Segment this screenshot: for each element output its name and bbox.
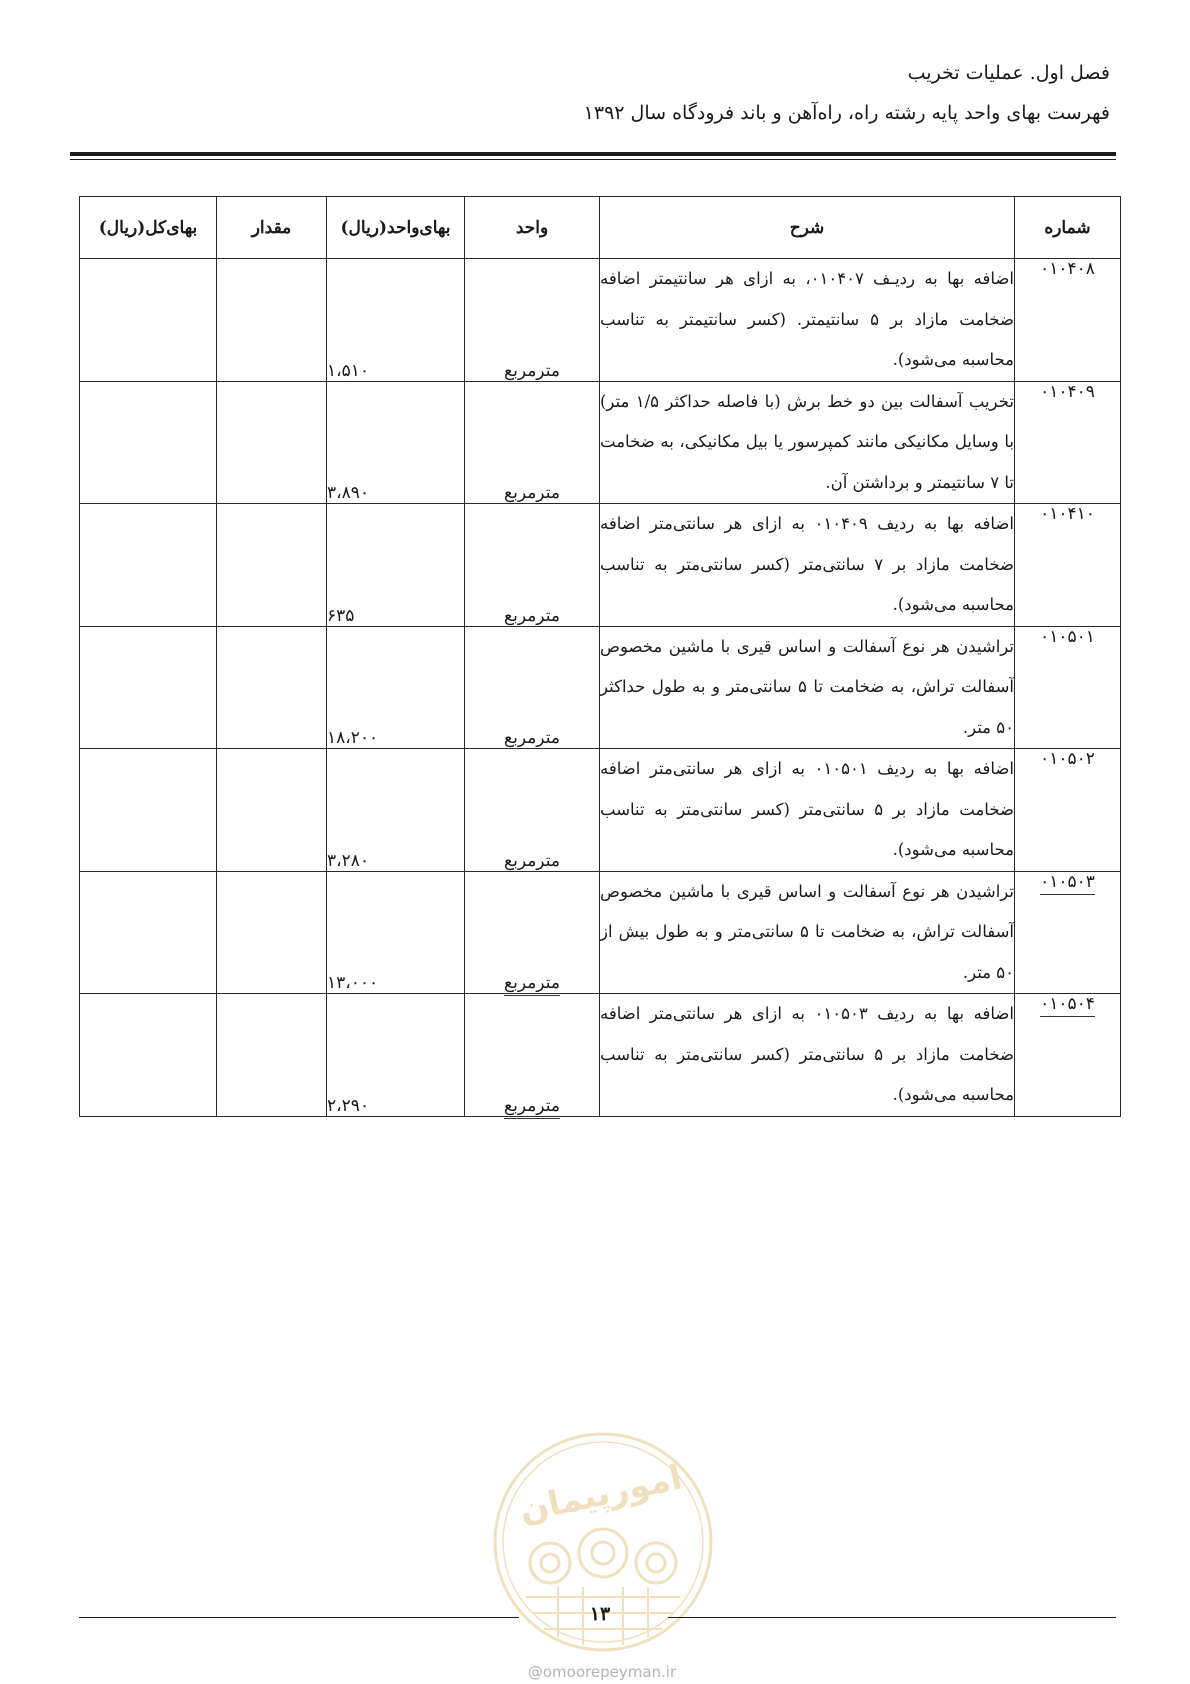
item-total-price — [80, 749, 217, 872]
item-description: اضافه بها به ردیف ۰۱۰۴۰۹ به ازای هر سانتی‌متر اضافه ضخامت مازاد بر ۷ سانتی‌متر (کسر سانتی‌متر به تناسب محاسبه می‌شود). — [600, 504, 1015, 627]
item-unit-label: مترمربع — [504, 850, 560, 871]
item-quantity — [217, 259, 327, 382]
item-unit — [465, 504, 600, 627]
item-number: ۰۱۰۴۱۰ — [1015, 504, 1121, 627]
item-number — [1015, 994, 1121, 1117]
header-unit-price: بهای‌واحد(ریال) — [327, 197, 465, 259]
chapter-title: فصل اول. عملیات تخریب — [907, 62, 1110, 84]
item-unit-label: مترمربع — [504, 973, 560, 996]
table-row — [80, 626, 1121, 749]
item-description: اضافه بها به ردیف ۰۱۰۵۰۱ به ازای هر سانتی‌متر اضافه ضخامت مازاد بر ۵ سانتی‌متر (کسر سانتی‌متر به تناسب محاسبه می‌شود). — [600, 749, 1015, 872]
item-total-price — [80, 504, 217, 627]
item-unit-price: ۱۳،۰۰۰ — [327, 871, 465, 994]
document-subtitle: فهرست بهای واحد پایه رشته راه، راه‌آهن و باند فرودگاه سال ۱۳۹۲ — [583, 102, 1110, 124]
item-unit — [465, 749, 600, 872]
item-unit-label: مترمربع — [504, 483, 560, 503]
header-rule-thick — [70, 152, 1116, 156]
item-quantity — [217, 626, 327, 749]
item-total-price — [80, 871, 217, 994]
seal-gears — [530, 1529, 676, 1583]
item-description: اضافه بها به ردیـف ۰۱۰۴۰۷، به ازای هر سانتیمتر اضافه ضخامت مازاد بر ۵ سانتیمتر. (کسر سانتیمتر به تناسب محاسبه می‌شود). — [600, 259, 1015, 382]
item-description: تراشیدن هر نوع آسفالت و اساس قیری با ماشین مخصوص آسفالت تراش، به ضخامت تا ۵ سانتی‌متر و به طول حداکثر ۵۰ متر. — [600, 626, 1015, 749]
item-number: ۰۱۰۵۰۲ — [1015, 749, 1121, 872]
table-row — [80, 871, 1121, 994]
item-unit-label: مترمربع — [504, 1096, 560, 1119]
item-unit-price: ۳،۸۹۰ — [327, 381, 465, 504]
item-unit-label: مترمربع — [504, 360, 560, 381]
item-quantity — [217, 381, 327, 504]
item-number-label: ۰۱۰۵۰۳ — [1040, 872, 1095, 895]
page-number: ۱۳ — [589, 1603, 611, 1625]
item-unit-price: ۱،۵۱۰ — [327, 259, 465, 382]
item-description: تخریب آسفالت بین دو خط برش (با فاصله حداکثر ۱/۵ متر) با وسایل مکانیکی مانند کمپرسور یا بیل مکانیکی، به ضخامت تا ۷ سانتیمتر و برداشتن آن. — [600, 381, 1015, 504]
header-number: شماره — [1015, 197, 1121, 259]
item-total-price — [80, 626, 217, 749]
table-header-row — [80, 197, 1121, 259]
table-row — [80, 504, 1121, 627]
item-number — [1015, 871, 1121, 994]
item-quantity — [217, 504, 327, 627]
item-total-price — [80, 994, 217, 1117]
table-row — [80, 381, 1121, 504]
item-unit — [465, 994, 600, 1117]
seal-text: امورپیمان — [515, 1457, 686, 1531]
price-list-table — [79, 196, 1121, 1117]
watermark-url: @omoorepeyman.ir — [527, 1663, 677, 1681]
footer-rule-left — [79, 1617, 519, 1618]
item-unit-price: ۶۳۵ — [327, 504, 465, 627]
item-unit-label: مترمربع — [504, 728, 560, 748]
footer-rule-right — [668, 1617, 1116, 1618]
item-unit-price: ۲،۲۹۰ — [327, 994, 465, 1117]
item-unit — [465, 381, 600, 504]
item-quantity — [217, 871, 327, 994]
header-description: شرح — [600, 197, 1015, 259]
item-unit — [465, 626, 600, 749]
item-description: تراشیدن هر نوع آسفالت و اساس قیری با ماشین مخصوص آسفالت تراش، به ضخامت تا ۵ سانتی‌متر و به طول بیش از ۵۰ متر. — [600, 871, 1015, 994]
item-unit-label: مترمربع — [504, 605, 560, 626]
item-description: اضافه بها به ردیف ۰۱۰۵۰۳ به ازای هر سانتی‌متر اضافه ضخامت مازاد بر ۵ سانتی‌متر (کسر سانتی‌متر به تناسب محاسبه می‌شود). — [600, 994, 1015, 1117]
item-number: ۰۱۰۵۰۱ — [1015, 626, 1121, 749]
table-row — [80, 994, 1121, 1117]
header-unit: واحد — [465, 197, 600, 259]
item-unit — [465, 259, 600, 382]
item-total-price — [80, 381, 217, 504]
item-quantity — [217, 749, 327, 872]
item-unit-price: ۳،۲۸۰ — [327, 749, 465, 872]
item-number: ۰۱۰۴۰۹ — [1015, 381, 1121, 504]
table-row — [80, 749, 1121, 872]
item-unit-price: ۱۸،۲۰۰ — [327, 626, 465, 749]
item-number: ۰۱۰۴۰۸ — [1015, 259, 1121, 382]
header-total-price: بهای‌کل(ریال) — [80, 197, 217, 259]
item-number-label: ۰۱۰۵۰۴ — [1040, 994, 1095, 1017]
item-quantity — [217, 994, 327, 1117]
header-rule-thin — [70, 159, 1116, 160]
item-unit — [465, 871, 600, 994]
item-total-price — [80, 259, 217, 382]
header-quantity: مقدار — [217, 197, 327, 259]
table-row — [80, 259, 1121, 382]
